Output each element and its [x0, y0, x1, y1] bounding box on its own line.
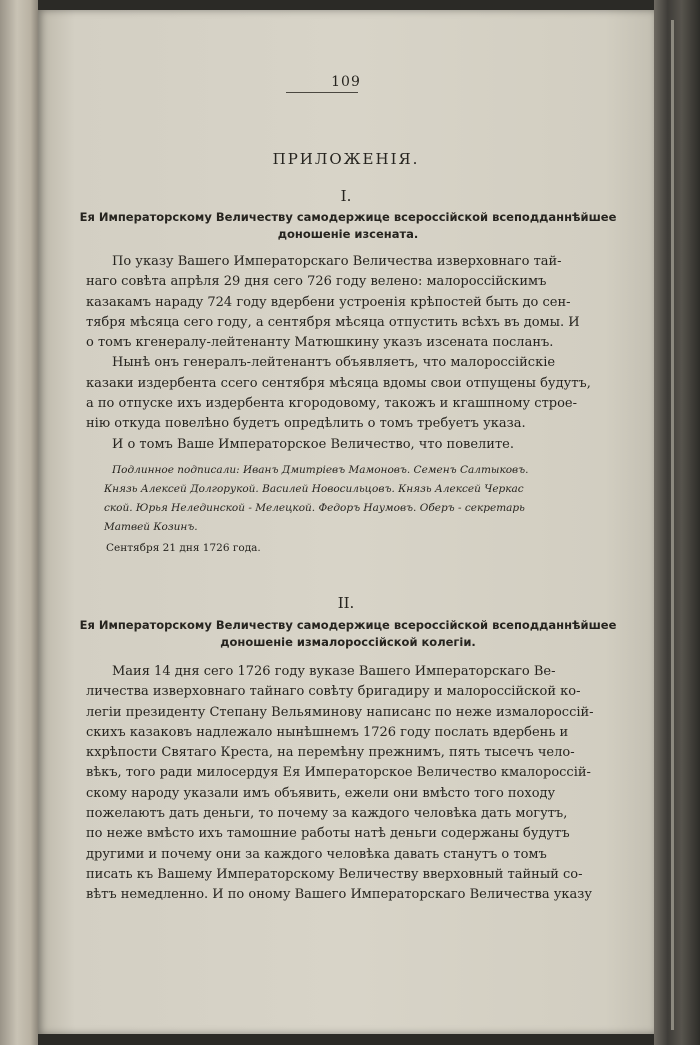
section-2-title	[78, 617, 618, 651]
text-line: казакамъ нараду 724 году вдербени устроенія крѣпостей быть до сен-	[86, 294, 571, 310]
signatures	[104, 461, 529, 537]
cover-board-stripe	[671, 20, 674, 1030]
text-line: Нынѣ онъ генералъ-лейтенантъ объявляетъ, что малороссійскіе	[112, 355, 556, 371]
section-1-numeral: I.	[340, 187, 352, 205]
section-1-title-line: Ея Императорскому Величеству самодержице всероссійской всеподданнѣйшее	[79, 210, 617, 224]
adjacent-page-text-fragment	[0, 120, 34, 820]
text-line: наго совѣта апрѣля 29 дня сего 726 году велено: малороссійскимъ	[86, 274, 547, 290]
section-2-paragraph	[86, 662, 608, 906]
signature-line: Матвей Козинъ.	[104, 521, 198, 533]
section-2-title-line: Ея Императорскому Величеству самодержице всероссійской всеподданнѣйшее	[79, 618, 617, 632]
signature-line: Князь Алексей Долгорукой. Василей Новосильцовъ. Князь Алексей Черкас	[104, 483, 524, 495]
text-line: скихъ казаковъ надлежало нынѣшнемъ 1726 году послать вдербень и	[86, 724, 569, 740]
book-cover-board	[654, 0, 700, 1045]
text-line: вѣтъ немедленно. И по оному Вашего Императорскаго Величества указу	[86, 887, 592, 903]
text-line: вѣкъ, того ради милосердуя Ея Императорское Величество кмалороссій-	[86, 765, 591, 781]
text-line: писать къ Вашему Императорскому Величеству вверховный тайный со-	[86, 866, 583, 882]
text-line: казаки издербента ссего сентября мѣсяца вдомы свои отпущены будутъ,	[86, 375, 591, 391]
text-line: нію откуда повелѣно будетъ опредѣлить о томъ требуетъ указа.	[86, 416, 526, 432]
text-line: пожелаютъ дать деньги, то почему за каждого человѣка дать могутъ,	[86, 806, 568, 822]
page-number-rule	[286, 92, 358, 93]
appendices-heading: ПРИЛОЖЕНІЯ.	[272, 150, 420, 168]
section-2-numeral: II.	[337, 594, 355, 612]
book-page	[38, 10, 654, 1034]
section-1-title	[78, 209, 618, 243]
text-line: тября мѣсяца сего году, а сентября мѣсяца отпустить всѣхъ въ домы. И	[86, 314, 580, 330]
section-1-title-line: доношеніе изсената.	[277, 227, 419, 241]
section-1-date: Сентября 21 дня 1726 года.	[106, 542, 261, 554]
text-line: И о томъ Ваше Императорское Величество, что повелите.	[112, 436, 514, 452]
text-line: Маия 14 дня сего 1726 году вуказе Вашего Императорскаго Ве-	[112, 664, 556, 679]
text-line: По указу Вашего Императорскаго Величества изверховнаго тай-	[112, 254, 562, 269]
text-line: другими и почему они за каждого человѣка давать станутъ о томъ	[86, 846, 547, 862]
text-line: легіи президенту Степану Вельяминову написанс по неже измалороссій-	[86, 704, 594, 720]
section-1-paragraph	[86, 252, 608, 455]
text-line: кхрѣпости Святаго Креста, на перемѣну прежнимъ, пять тысечъ чело-	[86, 745, 575, 761]
text-line: по неже вмѣсто ихъ тамошние работы натѣ деньги содержаны будутъ	[86, 826, 570, 842]
text-line: личества изверховнаго тайнаго совѣту бригадиру и малороссійской ко-	[86, 684, 581, 700]
text-line: скому народу указали имъ объявить, ежели они вмѣсто того походу	[86, 785, 556, 801]
text-line: о томъ кгенералу-лейтенанту Матюшкину указъ изсената посланъ.	[86, 335, 554, 351]
signature-line: ской. Юрья Нелединской - Мелецкой. Федоръ Наумовъ. Оберъ - секретарь	[104, 502, 525, 514]
section-2-title-line: доношеніе измалороссійской колегіи.	[220, 635, 476, 649]
page-number: 109	[331, 74, 361, 90]
signature-line: Подлинное подписали: Иванъ Дмитріевъ Мамоновъ. Семенъ Салтыковъ.	[112, 464, 529, 476]
text-line: а по отпуске ихъ издербента кгородовому, такожъ и кгашпному строе-	[86, 396, 577, 412]
